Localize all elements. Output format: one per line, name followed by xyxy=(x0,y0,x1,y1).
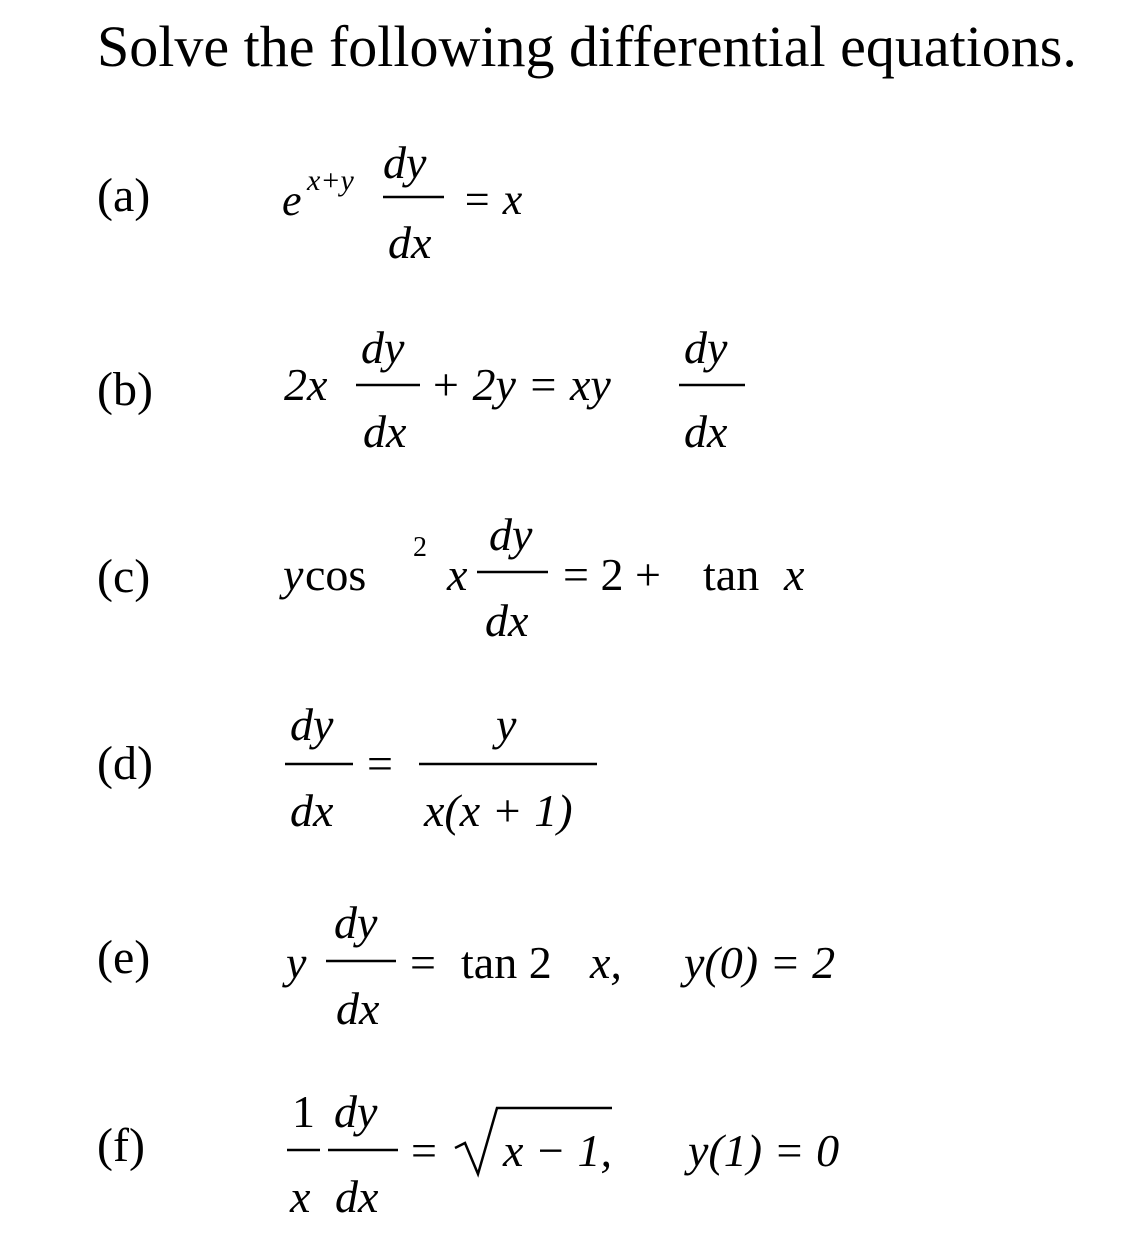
eq-e-equals: = xyxy=(410,937,436,988)
eq-c-equals: = 2 + xyxy=(563,549,661,600)
eq-d-denominator-2: x(x + 1) xyxy=(424,785,573,836)
eq-b-numerator-1: dy xyxy=(361,322,405,373)
eq-a-rhs: = x xyxy=(462,175,523,224)
problem-label-f: (f) xyxy=(97,1119,145,1172)
eq-a-base: e xyxy=(282,176,302,225)
eq-e-numerator: dy xyxy=(334,897,378,948)
problem-label-a: (a) xyxy=(97,169,151,222)
eq-c-x-rhs: x xyxy=(784,549,805,600)
eq-e-tan: tan 2 xyxy=(461,937,552,988)
eq-b-denominator-2: dx xyxy=(684,406,728,457)
eq-c-y: y xyxy=(283,549,304,600)
eq-d-numerator-1: dy xyxy=(290,699,334,750)
equation-d xyxy=(285,699,597,836)
equation-e xyxy=(282,897,835,1034)
eq-c-numerator: dy xyxy=(489,509,533,560)
eq-d-numerator-2: y xyxy=(496,699,517,750)
problem-label-b: (b) xyxy=(97,363,153,416)
problem-label-c: (c) xyxy=(97,550,151,603)
eq-e-denominator: dx xyxy=(336,983,380,1034)
eq-c-square: 2 xyxy=(413,532,427,563)
eq-f-numerator-1: 1 xyxy=(292,1086,315,1137)
eq-f-denominator-2: dx xyxy=(335,1171,379,1222)
eq-a-exponent: x+y xyxy=(307,164,354,197)
eq-b-middle: + 2y = xy xyxy=(430,359,611,410)
eq-c-x: x xyxy=(447,549,468,600)
equation-f xyxy=(287,1086,839,1222)
eq-b-denominator-1: dx xyxy=(363,406,407,457)
eq-f-radicand: x − 1, xyxy=(503,1125,612,1176)
problem-label-d: (d) xyxy=(97,737,153,790)
eq-e-y: y xyxy=(286,937,307,988)
eq-b-numerator-2: dy xyxy=(684,322,728,373)
equation-c xyxy=(279,509,805,646)
eq-e-x: x, xyxy=(590,937,622,988)
eq-f-initial-condition: y(1) = 0 xyxy=(688,1125,840,1176)
page-title: Solve the following differential equations. xyxy=(97,14,1077,79)
eq-d-equals: = xyxy=(367,738,393,789)
eq-f-denominator-1: x xyxy=(290,1171,311,1222)
eq-c-cos: cos xyxy=(305,549,367,600)
problem-label-e: (e) xyxy=(97,931,151,984)
eq-e-initial-condition: y(0) = 2 xyxy=(684,937,836,988)
eq-c-tan: tan xyxy=(703,549,760,600)
eq-a-numerator: dy xyxy=(383,137,427,188)
eq-f-numerator-2: dy xyxy=(334,1086,378,1137)
eq-b-coefficient: 2x xyxy=(284,359,328,410)
equation-a xyxy=(282,137,523,268)
eq-d-denominator-1: dx xyxy=(290,785,334,836)
eq-c-denominator: dx xyxy=(485,595,529,646)
equation-b xyxy=(284,322,745,457)
eq-f-equals: = xyxy=(411,1125,437,1176)
eq-a-denominator: dx xyxy=(388,217,432,268)
